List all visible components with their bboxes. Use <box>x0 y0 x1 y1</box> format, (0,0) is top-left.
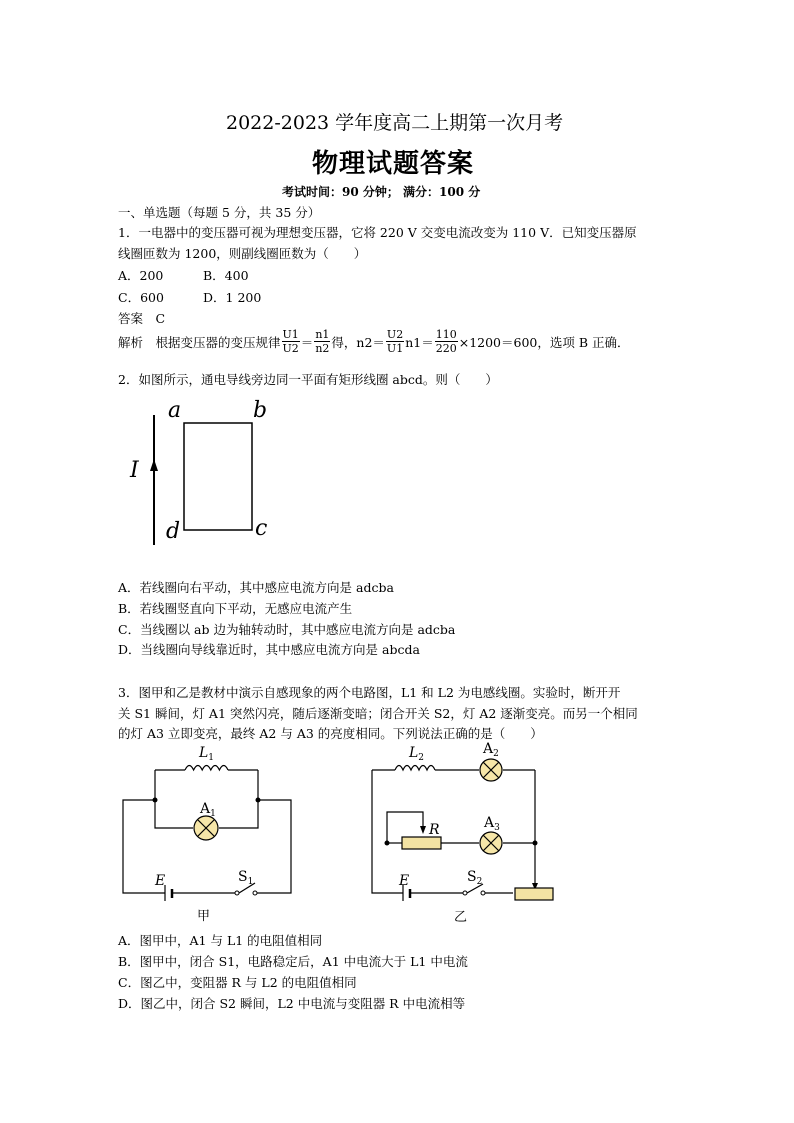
label-b: b <box>253 398 268 423</box>
analysis-mid2: n1＝ <box>405 334 434 350</box>
label-l1: $L_1$ <box>199 745 215 763</box>
q1-option-b: B．400 <box>203 268 249 283</box>
q2-figure <box>120 395 290 555</box>
circuit-figure-yi <box>365 740 565 925</box>
inductor-coil-icon <box>395 766 435 771</box>
year-title: 2022-2023 学年度高二上期第一次月考 <box>226 112 564 134</box>
q1-option-a: A．200 <box>118 268 164 283</box>
label-e: E <box>399 873 410 889</box>
q1-stem-line1: 1．一电器中的变压器可视为理想变压器，它将 220 V 交变电流改变为 110 V．已知变压器原 <box>118 225 637 240</box>
label-l2: $L_2$ <box>409 745 425 763</box>
analysis-prefix: 解析 根据变压器的变压规律 <box>118 334 281 350</box>
q3-option-d: D．图乙中，闭合 S2 瞬间，L2 中电流与变阻器 R 中电流相等 <box>118 996 466 1011</box>
resistor-icon <box>402 837 441 849</box>
q1-answer: 答案 C <box>118 311 166 326</box>
q3-option-a: A．图甲中，A1 与 L1 的电阻值相同 <box>118 933 323 948</box>
label-current: I <box>130 458 139 483</box>
fraction-u1-u2: $\frac{U1}{U2}$ <box>282 328 299 355</box>
inductor-coil-icon <box>185 766 228 771</box>
q1-option-d: D．1 200 <box>203 290 262 305</box>
q1-analysis <box>118 328 630 355</box>
equals-sign: ＝ <box>300 334 314 350</box>
label-e: E <box>155 873 166 889</box>
exam-info: 考试时间：90 分钟； 满分：100 分 <box>282 185 481 199</box>
q3-option-c: C．图乙中，变阻器 R 与 L2 的电阻值相同 <box>118 975 357 990</box>
q2-option-c: C．当线圈以 ab 边为轴转动时，其中感应电流方向是 adcba <box>118 622 456 637</box>
q1-option-c: C．600 <box>118 290 164 305</box>
q3-stem-line3: 的灯 A3 立即变亮，最终 A2 与 A3 的亮度相同。下列说法正确的是（ ） <box>118 726 543 741</box>
page-title: 物理试题答案 <box>312 149 475 179</box>
q2-option-a: A．若线圈向右平动，其中感应电流方向是 adcba <box>118 580 394 595</box>
analysis-mid: 得，n2＝ <box>331 334 385 350</box>
fraction-n1-n2: $\frac{n1}{n2}$ <box>315 328 330 355</box>
q1-stem-line2: 线圈匝数为 1200，则副线圈匝数为（ ） <box>118 246 367 261</box>
caption-yi: 乙 <box>454 910 468 925</box>
section-heading: 一、单选题（每题 5 分，共 35 分） <box>118 205 321 220</box>
label-a3: $A_3$ <box>484 815 500 833</box>
q3-stem-line1: 3．图甲和乙是教材中演示自感现象的两个电路图，L1 和 L2 为电感线圈。实验时，断开开 <box>118 685 621 700</box>
label-c: c <box>255 516 268 541</box>
fraction-110-220: $\frac{110}{220}$ <box>435 328 457 355</box>
rheostat-icon <box>515 888 553 900</box>
q2-option-d: D．当线圈向导线靠近时，其中感应电流方向是 abcda <box>118 642 420 657</box>
q3-stem-line2: 关 S1 瞬间，灯 A1 突然闪亮，随后逐渐变暗；闭合开关 S2，灯 A2 逐渐变亮。而另一个相同 <box>118 706 638 721</box>
coil-rectangle <box>184 423 252 530</box>
label-r: R <box>429 822 440 838</box>
q2-stem: 2．如图所示，通电导线旁边同一平面有矩形线圈 abcd。则（ ） <box>118 372 498 387</box>
circuit-figure-jia <box>115 740 305 925</box>
q2-option-b: B．若线圈竖直向下平动，无感应电流产生 <box>118 601 353 616</box>
label-s1: $S_1$ <box>238 869 254 887</box>
fraction-u2-u1: $\frac{U2}{U1}$ <box>386 328 404 355</box>
label-a2: $A_2$ <box>483 741 499 759</box>
label-a1: $A_1$ <box>200 801 216 819</box>
label-a: a <box>168 398 182 423</box>
q3-option-b: B．图甲中，闭合 S1，电路稳定后，A1 中电流大于 L1 中电流 <box>118 954 468 969</box>
analysis-suffix: ×1200＝600，选项 B 正确． <box>458 334 630 350</box>
label-d: d <box>166 519 181 544</box>
caption-jia: 甲 <box>197 909 211 924</box>
label-s2: $S_2$ <box>467 869 483 887</box>
current-arrow-icon <box>150 459 158 471</box>
